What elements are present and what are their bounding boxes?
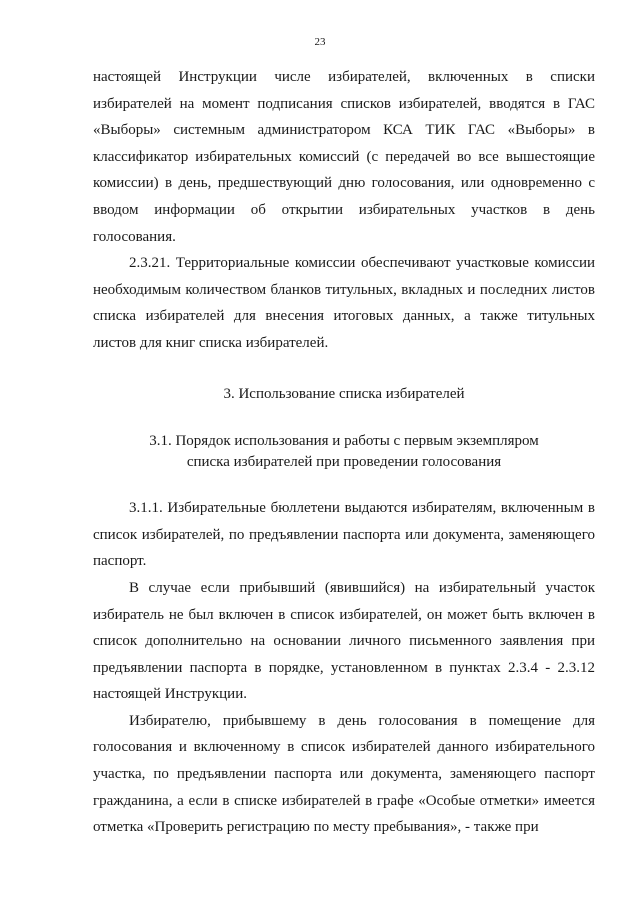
document-body — [93, 64, 595, 841]
paragraph-3-1-1: 3.1.1. Избирательные бюллетени выдаются избирателям, включенным в список избирателей, по предъявлении паспорта или документа, заменяющего паспорт. — [93, 500, 595, 570]
paragraph-continuation: настоящей Инструкции числе избирателей, включенных в списки избирателей на момент подписания списков избирателей, вводятся в ГАС «Выборы» системным администратором КСА ТИК ГАС «Выборы» в классификатор избирательных комиссий (с передачей во все вышестоящие комиссии) в день, предшествующий дню голосования, или одновременно с вводом информации об открытии избирательных участков в день голосования. — [93, 69, 595, 245]
section-heading: 3. Использование списка избирателей — [223, 385, 465, 402]
subsection-heading-line-2: списка избирателей при проведении голосования — [186, 454, 502, 471]
subsection-heading-line-1: 3.1. Порядок использования и работы с первым экземпляром — [149, 433, 539, 450]
paragraph-voter-arrived-day: Избирателю, прибывшему в день голосования в помещение для голосования и включенному в список избирателей данного избирательного участка, по предъявлении паспорта или документа, заменяющего паспорт гражданина, а если в списке избирателей в графе «Особые отметки» имеется отметка «Проверить регистрацию по месту пребывания», - также при — [93, 712, 595, 836]
subsection-heading — [93, 431, 595, 473]
page-number: 23 — [314, 36, 326, 48]
paragraph-arrived-voter: В случае если прибывший (явившийся) на избирательный участок избиратель не был включен в список избирателей, он может быть включен в список дополнительно на основании личного письменного заявления при предъявлении паспорта в порядке, установленном в пунктах 2.3.4 - 2.3.12 настоящей Инструкции. — [93, 579, 595, 703]
paragraph-2-3-21: 2.3.21. Территориальные комиссии обеспечивают участковые комиссии необходимым количеством бланков титульных, вкладных и последних листов списка избирателей для внесения итоговых данных, а также титульных листов для книг списка избирателей. — [93, 255, 595, 351]
